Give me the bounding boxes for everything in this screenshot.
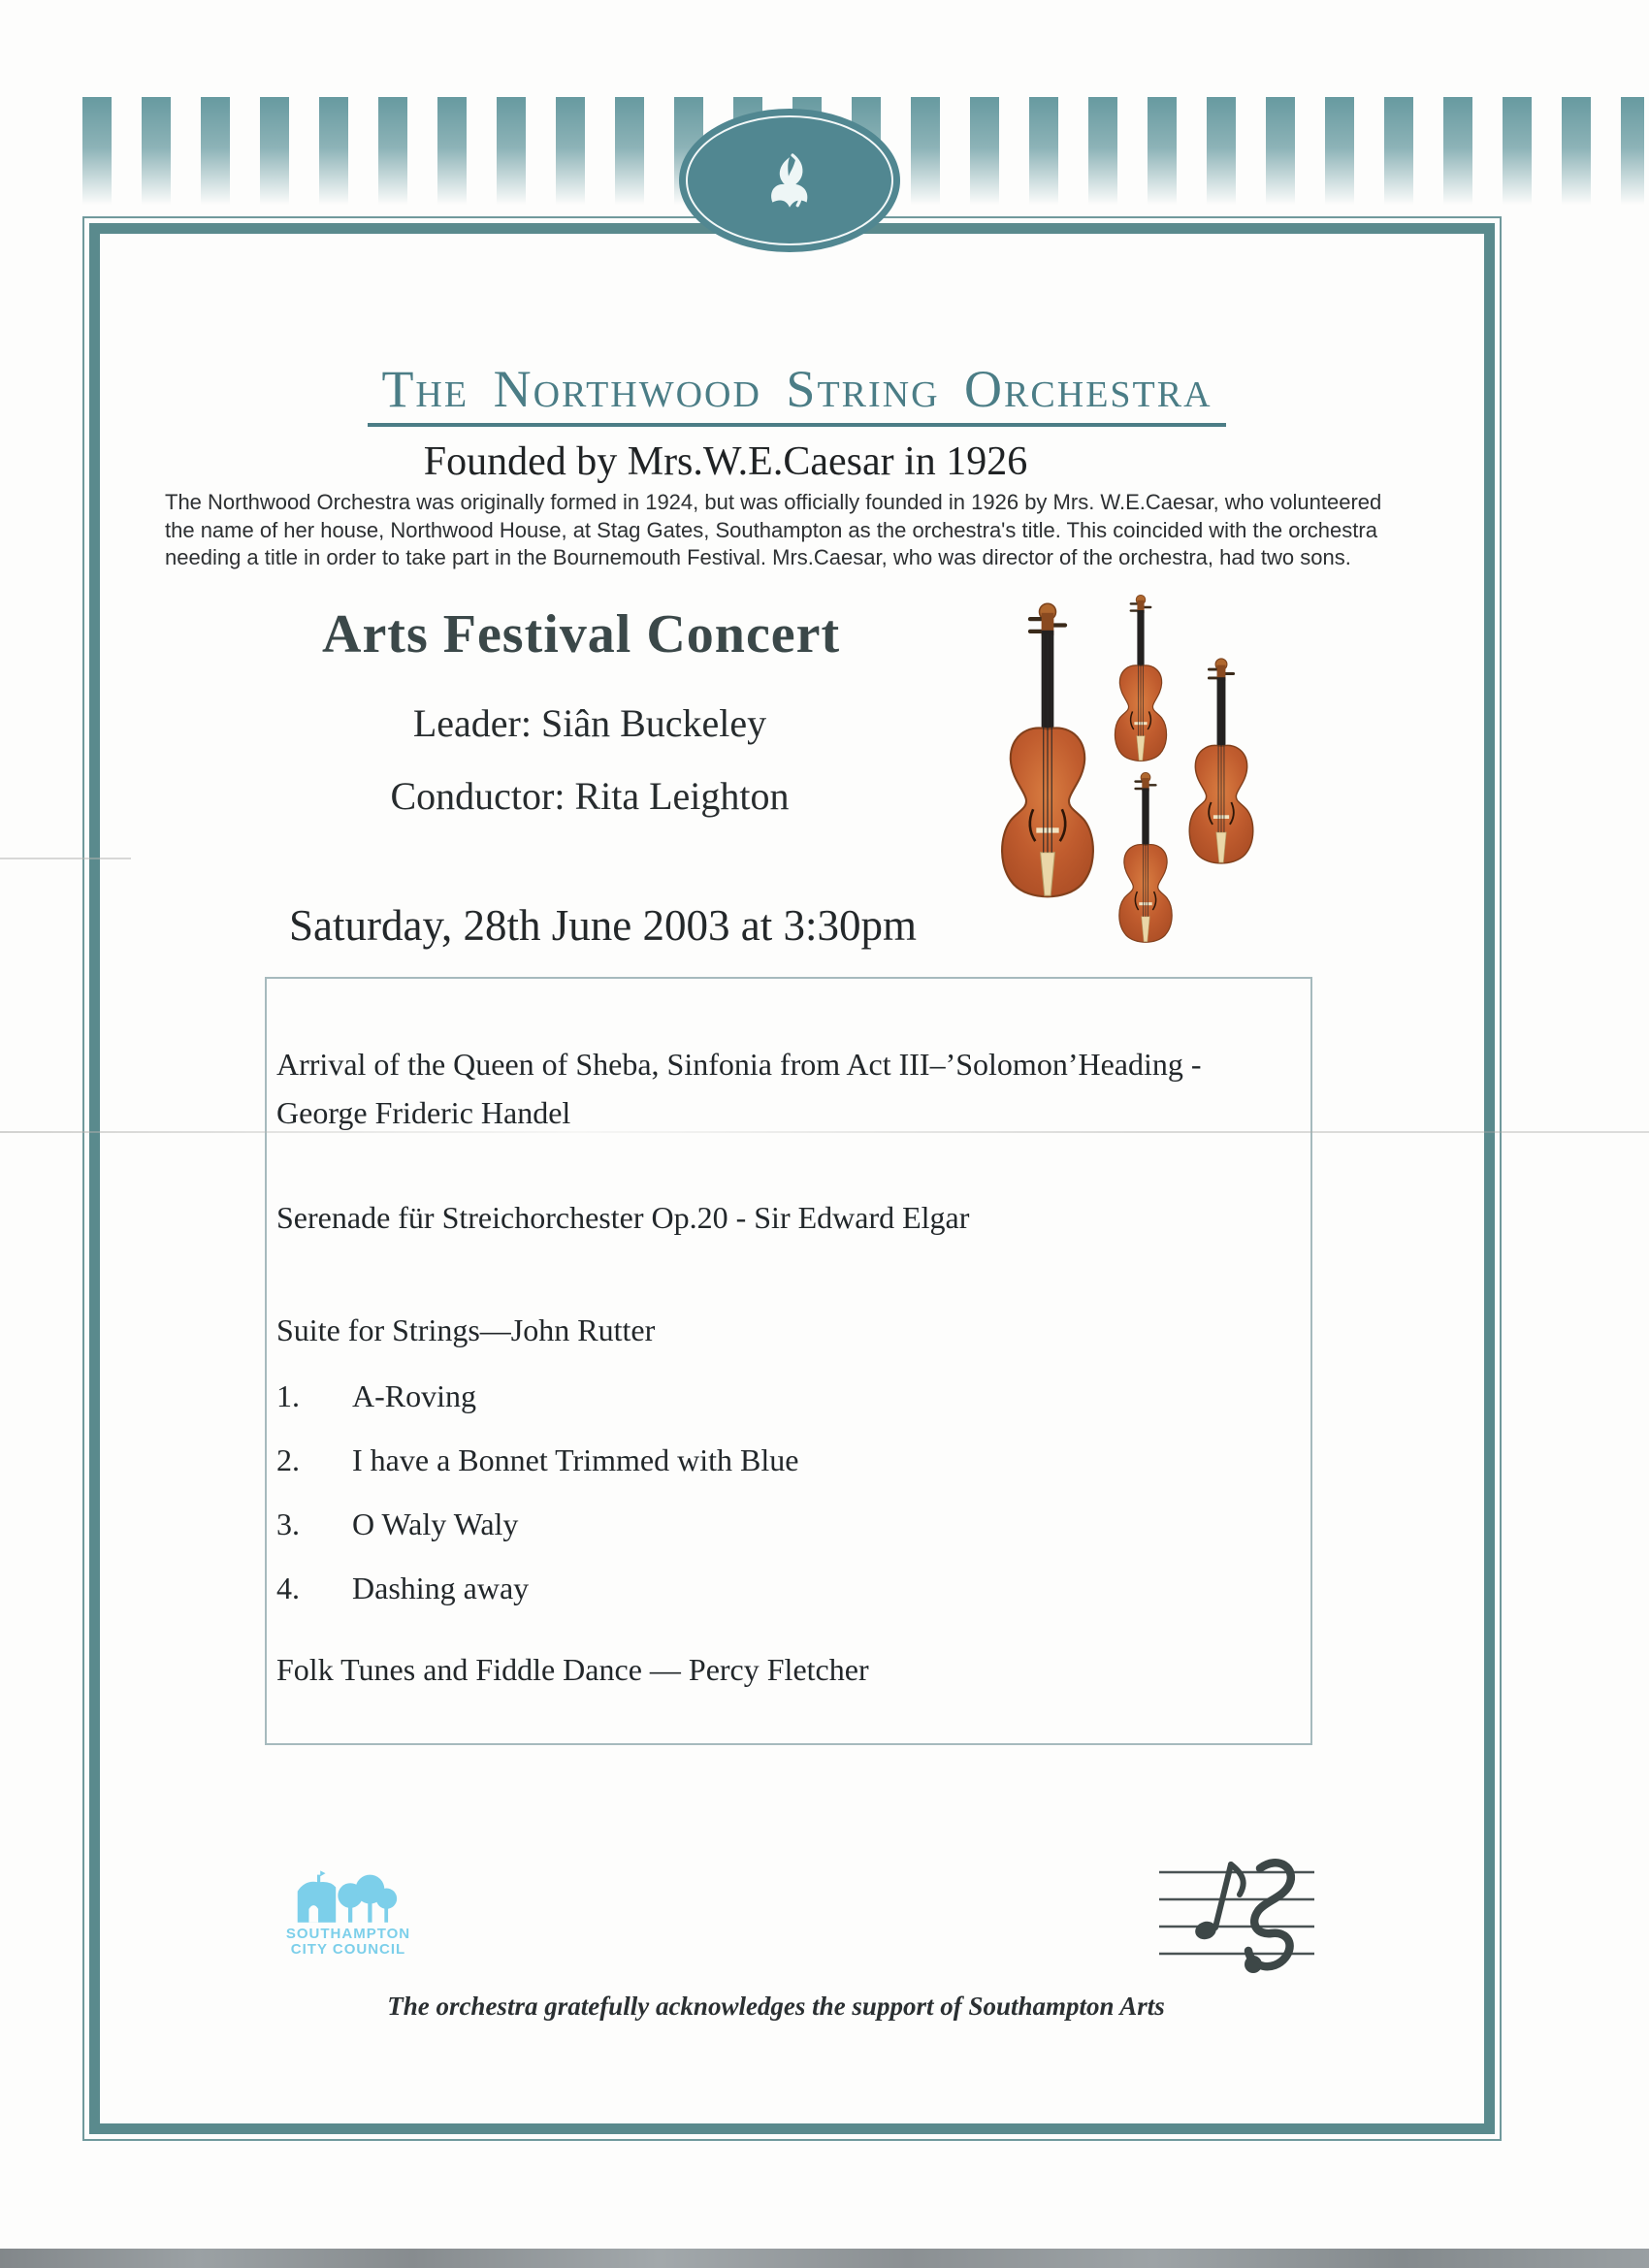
- concert-title: Arts Festival Concert: [322, 604, 841, 664]
- header: [100, 359, 1494, 427]
- intro-line-2: the name of her house, Northwood House, at Stag Gates, Southampton as the orchestra's title. This coincided with the orchestra: [165, 517, 1377, 542]
- movement-2-title: I have a Bonnet Trimmed with Blue: [352, 1442, 799, 1477]
- council-name-line-1: SOUTHAMPTON: [285, 1926, 411, 1942]
- fold-crease: [0, 1131, 1649, 1133]
- programme-box: [265, 977, 1312, 1745]
- conductor-line: Conductor: Rita Leighton: [390, 774, 790, 818]
- fold-crease-left: [0, 858, 131, 859]
- violin-small-icon: [1109, 593, 1173, 767]
- violin-quartet-illustration: [985, 586, 1280, 956]
- violin-medium-icon: [1183, 656, 1259, 871]
- concert-datetime: Saturday, 28th June 2003 at 3:30pm: [289, 901, 918, 950]
- programme-item-1-line-2: George Frideric Handel: [276, 1095, 571, 1130]
- programme-item-1-line-1: Arrival of the Queen of Sheba, Sinfonia from Act III–’Solomon’Heading -: [276, 1047, 1202, 1082]
- leader-line: Leader: Siân Buckeley: [412, 701, 767, 745]
- movement-2-number: 2.: [276, 1442, 300, 1477]
- southampton-city-council-logo: [285, 1864, 411, 1958]
- page-subtitle: Founded by Mrs.W.E.Caesar in 1926: [423, 439, 1028, 484]
- programme-suite-heading: Suite for Strings—John Rutter: [276, 1312, 656, 1347]
- movement-4-title: Dashing away: [352, 1571, 530, 1605]
- council-castle-trees-icon: [291, 1864, 405, 1927]
- movement-4-number: 4.: [276, 1571, 300, 1605]
- violin-large-icon: [996, 598, 1099, 910]
- intro-paragraph: [165, 489, 1455, 572]
- quaver-note-icon: [1193, 1864, 1244, 1942]
- clef-s-icon: [1245, 1863, 1291, 1973]
- oval-badge: [679, 109, 900, 252]
- programme-item-2: Serenade für Streichorchester Op.20 - Sir Edward Elgar: [276, 1200, 970, 1235]
- movement-1-number: 1.: [276, 1378, 300, 1413]
- scanner-edge-artifact: [0, 2249, 1649, 2268]
- movement-3-title: O Waly Waly: [352, 1507, 519, 1541]
- programme-item-4: Folk Tunes and Fiddle Dance — Percy Fletcher: [276, 1652, 869, 1687]
- council-name-line-2: CITY COUNCIL: [290, 1941, 406, 1958]
- acknowledgement-text: The orchestra gratefully acknowledges the support of Southampton Arts: [387, 1992, 1165, 2021]
- violin-small-lower-icon: [1115, 770, 1177, 949]
- music-staff-ns-monogram: [1159, 1849, 1314, 1994]
- intro-line-3: needing a title in order to take part in the Bournemouth Festival. Mrs.Caesar, who was director of the orchestra, had two sons.: [165, 545, 1351, 569]
- page-title: The Northwood String Orchestra: [368, 359, 1225, 427]
- movement-1-title: A-Roving: [352, 1378, 476, 1413]
- leaf-swirl-icon: [760, 148, 820, 220]
- intro-line-1: The Northwood Orchestra was originally formed in 1924, but was officially founded in 1926 by Mrs. W.E.Caesar, who volunteered: [165, 490, 1382, 514]
- movement-3-number: 3.: [276, 1507, 300, 1541]
